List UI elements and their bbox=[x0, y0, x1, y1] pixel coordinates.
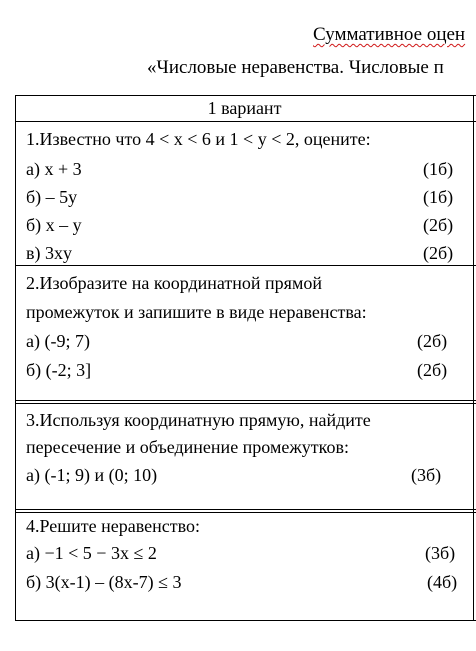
task1-item-d-points: (2б) bbox=[423, 243, 454, 263]
table-row-divider bbox=[15, 265, 476, 266]
task2-item-b-points: (2б) bbox=[417, 360, 448, 380]
task1-item-c: б) x – y bbox=[26, 215, 82, 235]
table-row-divider bbox=[15, 403, 476, 404]
table-row-divider bbox=[15, 509, 476, 510]
task4-item-a-points: (3б) bbox=[425, 543, 456, 563]
table-row-divider bbox=[15, 512, 476, 513]
task1-prompt: 1.Известно что 4 < x < 6 и 1 < y < 2, оцените: bbox=[26, 129, 371, 149]
document-title-text: Суммативное оцен bbox=[313, 24, 466, 45]
task1-item-b: б) – 5y bbox=[26, 187, 78, 207]
table-column-divider bbox=[473, 95, 474, 621]
task3-item-a-points: (3б) bbox=[411, 465, 442, 485]
task1-item-d: в) 3xy bbox=[26, 243, 72, 263]
task3-prompt-line1: 3.Используя координатную прямую, найдите bbox=[26, 410, 371, 430]
task1-item-a: а) x + 3 bbox=[26, 159, 82, 179]
task4-prompt: 4.Решите неравенство: bbox=[26, 516, 200, 536]
task1-item-a-points: (1б) bbox=[423, 159, 454, 179]
task1-item-b-points: (1б) bbox=[423, 187, 454, 207]
table-row-divider bbox=[15, 400, 476, 401]
variant-header: 1 вариант bbox=[207, 98, 282, 118]
task4-item-b-points: (4б) bbox=[427, 572, 458, 592]
document-title bbox=[313, 24, 465, 46]
task2-item-b: б) (-2; 3] bbox=[26, 360, 92, 380]
task4-item-a: а) −1 < 5 − 3x ≤ 2 bbox=[26, 543, 157, 563]
table-row-divider bbox=[15, 121, 476, 122]
task2-prompt-line1: 2.Изобразите на координатной прямой bbox=[26, 273, 322, 293]
task3-item-a: а) (-1; 9) и (0; 10) bbox=[26, 465, 158, 485]
task2-item-a: а) (-9; 7) bbox=[26, 331, 90, 351]
task2-item-a-points: (2б) bbox=[417, 331, 448, 351]
task1-item-c-points: (2б) bbox=[423, 215, 454, 235]
task4-item-b: б) 3(x-1) – (8x-7) ≤ 3 bbox=[26, 572, 182, 592]
document-subtitle: «Числовые неравенства. Числовые п bbox=[147, 57, 444, 78]
task2-prompt-line2: промежуток и запишите в виде неравенства: bbox=[26, 302, 367, 322]
task3-prompt-line2: пересечение и объединение промежутков: bbox=[26, 437, 349, 457]
